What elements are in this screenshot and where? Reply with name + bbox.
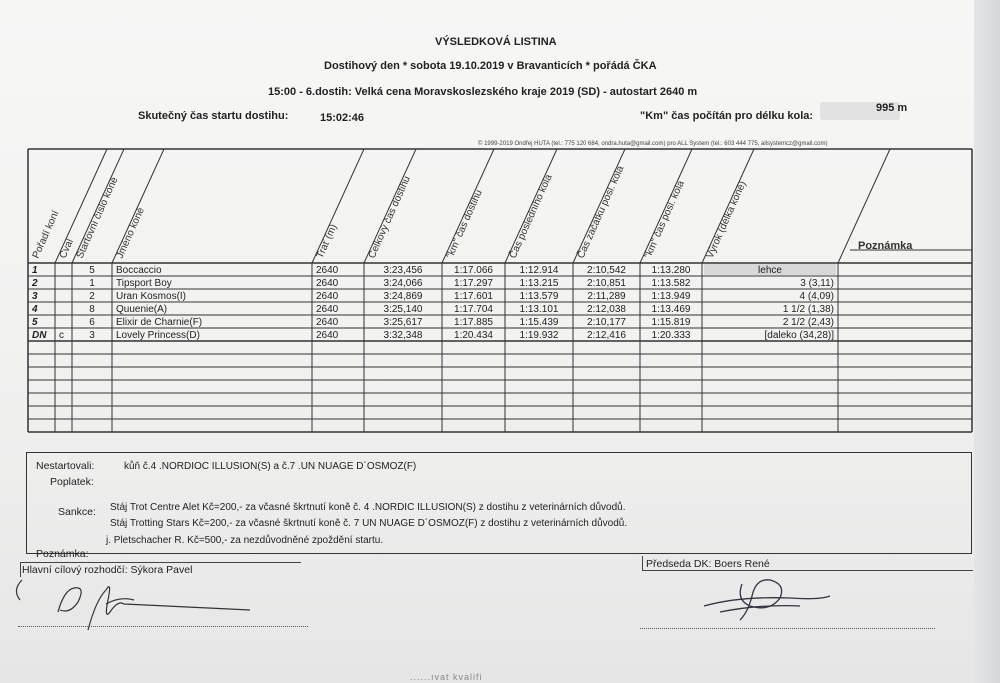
cell-cislo: 6 bbox=[89, 317, 95, 328]
km-time-label: "Km" čas počítán pro délku kola: bbox=[640, 110, 814, 122]
cell-km_posl: 1:13.582 bbox=[651, 278, 691, 289]
cell-km: 1:17.066 bbox=[454, 265, 493, 276]
cell-poradi: 2 bbox=[32, 278, 38, 289]
nestartovali-label: Nestartovali: bbox=[36, 460, 95, 472]
cell-jmeno: Tipsport Boy bbox=[116, 278, 172, 289]
cell-celkovy: 3:25,617 bbox=[383, 317, 423, 328]
cell-zacatek: 2:10,177 bbox=[587, 317, 626, 328]
cell-vyrok: 2 1/2 (2,43) bbox=[782, 317, 834, 328]
cell-poradi: 1 bbox=[32, 265, 38, 276]
cell-km_posl: 1:15.819 bbox=[651, 317, 691, 328]
cell-km_posl: 1:13.280 bbox=[651, 265, 691, 276]
cell-trat: 2640 bbox=[316, 304, 339, 315]
cell-celkovy: 3:24,066 bbox=[383, 278, 423, 289]
right-dotted-line bbox=[640, 628, 935, 629]
race-name-line: 15:00 - 6.dostih: Velká cena Moravskoslezského kraje 2019 (SD) - autostart 2640 m bbox=[268, 86, 698, 98]
cell-jmeno: Boccaccio bbox=[116, 265, 162, 276]
cell-cislo: 5 bbox=[89, 265, 95, 276]
cell-vyrok: lehce bbox=[758, 265, 782, 276]
cell-celkovy: 3:32,348 bbox=[383, 330, 423, 341]
column-header-4: Trať (m) bbox=[314, 222, 340, 261]
nestartovali-value: kůň č.4 .NORDIOC ILLUSION(S) a č.7 .UN NUAGE D´OSMOZ(F) bbox=[124, 461, 417, 472]
cell-zacatek: 2:10,542 bbox=[587, 265, 626, 276]
left-signature-icon bbox=[16, 580, 250, 630]
cell-vyrok: 1 1/2 (1,38) bbox=[782, 304, 834, 315]
cell-km_posl: 1:13.469 bbox=[651, 304, 691, 315]
column-header-1: Cval bbox=[57, 237, 76, 261]
cell-trat: 2640 bbox=[316, 278, 339, 289]
cell-posledni: 1:13.579 bbox=[519, 291, 559, 302]
chairman-name: Předseda DK: Boers René bbox=[646, 558, 770, 570]
cell-zacatek: 2:12,416 bbox=[587, 330, 626, 341]
cell-cislo: 1 bbox=[89, 278, 95, 289]
sankce-line-1: Stáj Trot Centre Alet Kč=200,- za včasné škrtnutí koně č. 4 .NORDIC ILLUSION(S) z dostihu z veterinárních důvodů. bbox=[110, 502, 626, 513]
cell-cislo: 8 bbox=[89, 304, 95, 315]
cell-km_posl: 1:13.949 bbox=[651, 291, 691, 302]
cell-cislo: 3 bbox=[89, 330, 95, 341]
cell-poradi: 5 bbox=[32, 317, 38, 328]
cell-jmeno: Elixir de Charnie(F) bbox=[116, 317, 203, 328]
column-header-poznamka: Poznámka bbox=[858, 240, 913, 252]
sankce-label: Sankce: bbox=[58, 506, 96, 518]
column-header-3: Jméno koně bbox=[114, 205, 147, 261]
cell-vyrok: 4 (4,09) bbox=[799, 291, 834, 302]
cell-zacatek: 2:12,038 bbox=[587, 304, 626, 315]
cell-cislo: 2 bbox=[89, 291, 95, 302]
km-time-value: 995 m bbox=[876, 102, 908, 114]
column-header-7: Čas posledního kola bbox=[507, 172, 555, 261]
poznamka-label: Poznámka: bbox=[36, 548, 89, 560]
start-time-value: 15:02:46 bbox=[320, 112, 365, 124]
cell-posledni: 1:13.215 bbox=[519, 278, 559, 289]
sankce-line-2: Stáj Trotting Stars Kč=200,- za včasné škrtnutí koně č. 7 UN NUAGE D´OSMOZ(F) z dostihu z veterinárních důvodů. bbox=[110, 518, 628, 529]
race-day-line: Dostihový den * sobota 19.10.2019 v Bravanticích * pořádá ČKA bbox=[324, 60, 657, 72]
chief-judge-name: Hlavní cílový rozhodčí: Sýkora Pavel bbox=[22, 564, 193, 576]
cell-vyrok: [daleko (34,28)] bbox=[764, 330, 834, 341]
cell-trat: 2640 bbox=[316, 330, 339, 341]
cell-poradi: DN bbox=[32, 330, 47, 341]
cell-vyrok: 3 (3,11) bbox=[800, 278, 834, 289]
poplatek-label: Poplatek: bbox=[50, 476, 94, 488]
cell-cval: c bbox=[59, 330, 64, 341]
bleed-through-text: ......ıvat kvalifi bbox=[410, 672, 483, 682]
cell-jmeno: Quuenie(A) bbox=[116, 304, 168, 315]
cell-zacatek: 2:11,289 bbox=[587, 291, 626, 302]
cell-jmeno: Lovely Princess(D) bbox=[116, 330, 200, 341]
cell-celkovy: 3:23,456 bbox=[383, 265, 423, 276]
cell-km: 1:17.704 bbox=[454, 304, 493, 315]
left-dotted-line bbox=[18, 626, 308, 627]
cell-celkovy: 3:24,869 bbox=[383, 291, 423, 302]
cell-km: 1:17.297 bbox=[454, 278, 493, 289]
cell-trat: 2640 bbox=[316, 265, 339, 276]
cell-km: 1:17.601 bbox=[454, 291, 493, 302]
column-header-2: Startovní číslo koně bbox=[74, 175, 121, 261]
cell-posledni: 1:19.932 bbox=[519, 330, 559, 341]
right-signature-icon bbox=[704, 580, 830, 620]
cell-posledni: 1:13.101 bbox=[519, 304, 559, 315]
sankce-line-3: j. Pletschacher R. Kč=500,- za nezdůvodněné zpoždění startu. bbox=[106, 535, 384, 546]
cell-trat: 2640 bbox=[316, 291, 339, 302]
cell-km_posl: 1:20.333 bbox=[651, 330, 691, 341]
column-header-9: "km" čas posl. kola bbox=[642, 179, 687, 261]
cell-celkovy: 3:25,140 bbox=[383, 304, 423, 315]
column-header-6: "km" čas dostihu bbox=[444, 188, 485, 261]
cell-jmeno: Uran Kosmos(I) bbox=[116, 291, 187, 302]
cell-km: 1:17.885 bbox=[454, 317, 493, 328]
cell-poradi: 3 bbox=[32, 291, 38, 302]
cell-trat: 2640 bbox=[316, 317, 339, 328]
cell-posledni: 1:15.439 bbox=[519, 317, 559, 328]
cell-zacatek: 2:10,851 bbox=[587, 278, 626, 289]
column-header-8: Čas začátku posl. kola bbox=[575, 164, 627, 261]
document-title: VÝSLEDKOVÁ LISTINA bbox=[435, 36, 557, 48]
cell-km: 1:20.434 bbox=[454, 330, 493, 341]
start-time-label: Skutečný čas startu dostihu: bbox=[138, 110, 289, 122]
cell-poradi: 4 bbox=[32, 304, 38, 315]
column-header-5: Celkový čas dostihu bbox=[366, 174, 413, 261]
copyright-line: © 1999-2019 Ondřej HUTA (tel.: 775 120 684, ondra.huta@gmail.com) pro ALL System (tel.: 603 444 775, allsystemcz@gmail.com) bbox=[478, 141, 828, 147]
column-header-10: Výrok (délka koně) bbox=[704, 179, 749, 261]
cell-posledni: 1:12.914 bbox=[519, 265, 559, 276]
column-header-0: Pořadí koní bbox=[30, 209, 62, 261]
